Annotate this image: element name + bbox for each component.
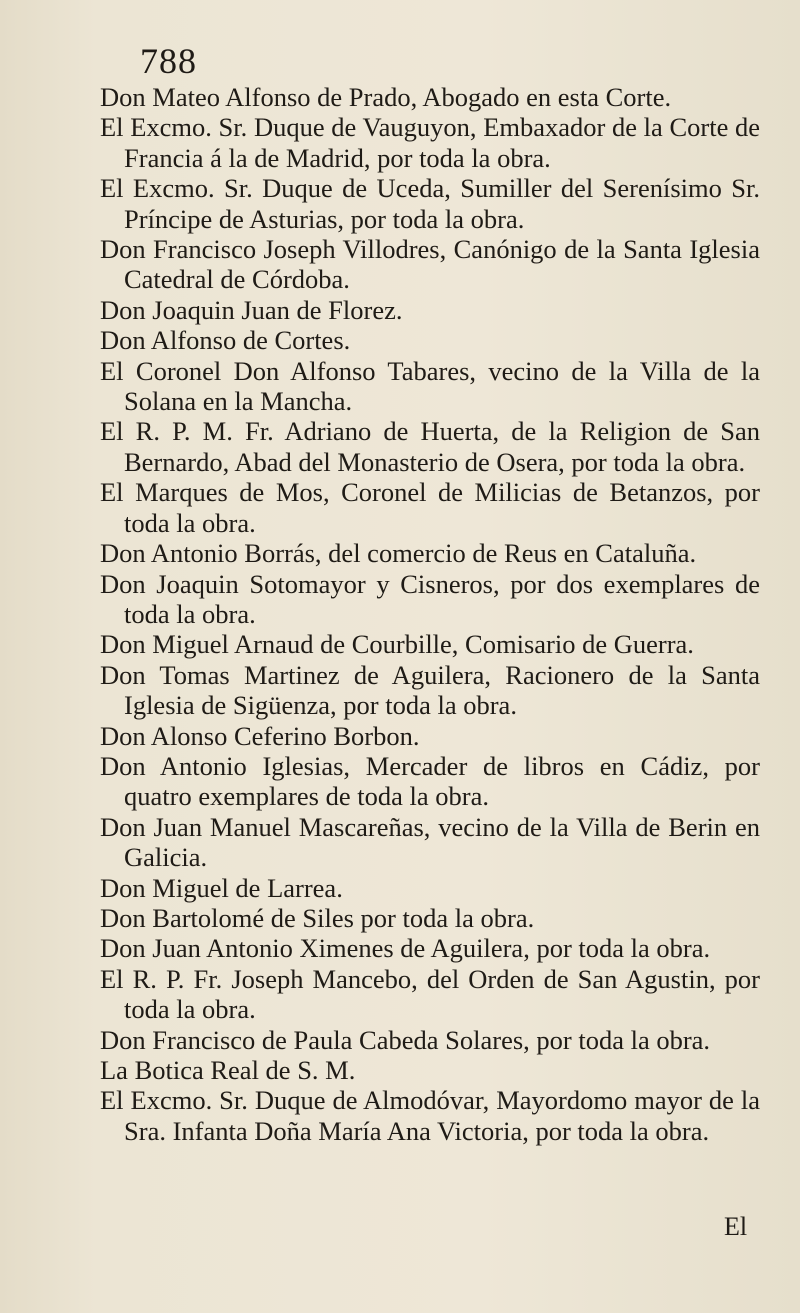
subscriber-entry: Don Tomas Martinez de Aguilera, Racionero de la Santa Iglesia de Sigüenza, por toda la obra.	[100, 659, 760, 721]
subscriber-entry: Don Antonio Borrás, del comercio de Reus en Cataluña.	[100, 538, 697, 569]
subscriber-entry: Don Alonso Ceferino Borbon.	[100, 720, 420, 751]
subscriber-entry: Don Francisco de Paula Cabeda Solares, por toda la obra.	[100, 1024, 711, 1055]
subscriber-entry: Don Alfonso de Cortes.	[100, 325, 351, 356]
subscriber-entry: Don Joaquin Juan de Florez.	[100, 294, 403, 325]
subscriber-entry: El Excmo. Sr. Duque de Almodóvar, Mayordomo mayor de la Sra. Infanta Doña María Ana Victoria, por toda la obra.	[100, 1085, 760, 1146]
subscriber-entry: Don Miguel Arnaud de Courbille, Comisario de Guerra.	[100, 629, 694, 660]
subscriber-entry: El Excmo. Sr. Duque de Vauguyon, Embaxador de la Corte de Francia á la de Madrid, por toda la obra.	[100, 112, 760, 173]
subscriber-entry: La Botica Real de S. M.	[100, 1055, 356, 1085]
subscriber-entry: El Coronel Don Alfonso Tabares, vecino de la Villa de la Solana en la Mancha.	[100, 355, 760, 417]
subscriber-entry: Don Bartolomé de Siles por toda la obra.	[100, 902, 535, 933]
subscriber-entry: El R. P. M. Fr. Adriano de Huerta, de la Religion de San Bernardo, Abad del Monasterio de Osera, por toda la obra.	[100, 416, 760, 477]
subscriber-entry: El R. P. Fr. Joseph Mancebo, del Orden de San Agustin, por toda la obra.	[100, 963, 760, 1025]
subscriber-list	[100, 82, 760, 1146]
subscriber-entry: Don Joaquin Sotomayor y Cisneros, por dos exemplares de toda la obra.	[100, 568, 760, 629]
subscriber-entry: El Excmo. Sr. Duque de Uceda, Sumiller del Serenísimo Sr. Príncipe de Asturias, por toda la obra.	[100, 173, 760, 234]
subscriber-entry: El Marques de Mos, Coronel de Milicias de Betanzos, por toda la obra.	[100, 477, 760, 538]
subscriber-entry: Don Miguel de Larrea.	[100, 872, 343, 903]
subscriber-entry: Don Mateo Alfonso de Prado, Abogado en esta Corte.	[100, 82, 672, 112]
catchword: El	[724, 1212, 748, 1241]
page-number: 788	[140, 41, 197, 81]
subscriber-entry: Don Antonio Iglesias, Mercader de libros en Cádiz, por quatro exemplares de toda la obra.	[100, 750, 760, 812]
subscriber-entry: Don Juan Manuel Mascareñas, vecino de la Villa de Berin en Galicia.	[100, 811, 760, 873]
subscriber-entry: Don Francisco Joseph Villodres, Canónigo de la Santa Iglesia Catedral de Córdoba.	[100, 234, 760, 295]
subscriber-entry: Don Juan Antonio Ximenes de Aguilera, por toda la obra.	[100, 933, 711, 964]
